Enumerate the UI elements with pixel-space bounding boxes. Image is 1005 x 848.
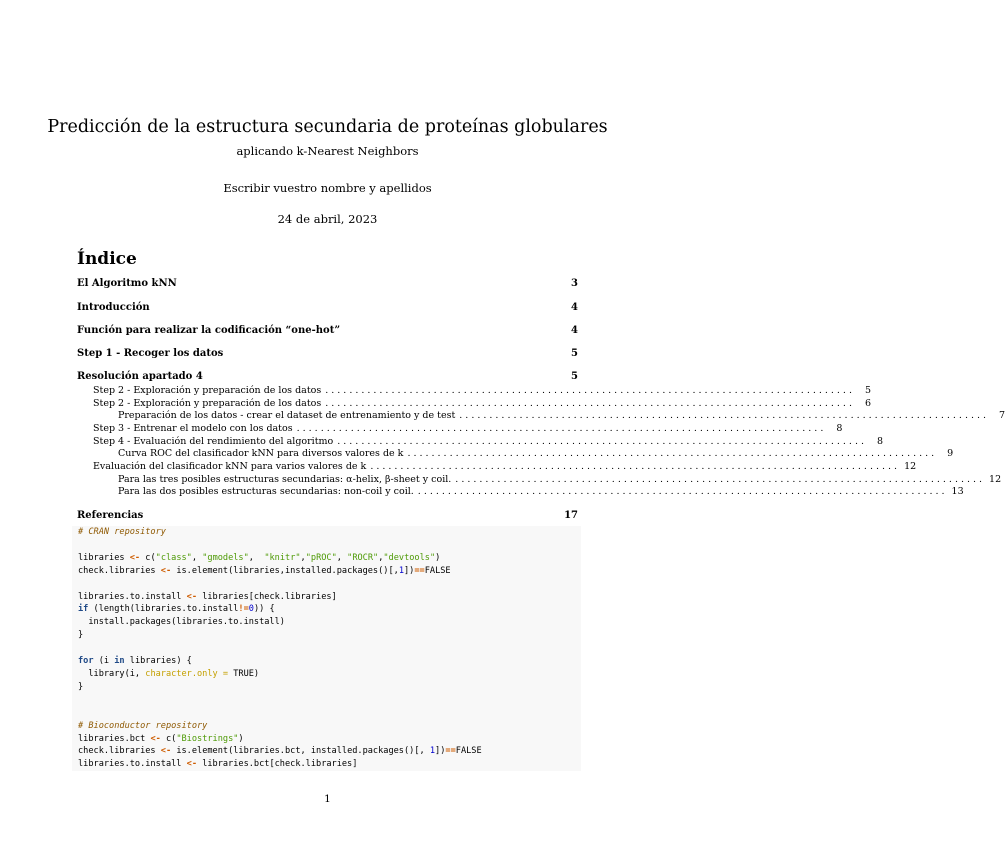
toc-entry-page: 5 — [571, 371, 578, 382]
toc-leader-dots: ........................................................................................ — [337, 436, 867, 447]
code-string: "gmodels" — [202, 552, 249, 563]
toc-entry-label: Referencias — [77, 510, 144, 521]
toc-entry-label: Preparación de los datos - crear el dataset de entrenamiento y de test — [118, 410, 456, 421]
code-block — [72, 526, 581, 771]
toc-entry-label: Para las dos posibles estructuras secundarias: non-coil y coil. — [118, 486, 414, 497]
toc-entry-label: Curva ROC del clasificador kNN para diversos valores de k — [118, 448, 404, 459]
code-text: # CRAN repository libraries <- c("class", "gmodels", "knitr","pROC", "ROCR","devtools") check.libraries <- is.element(libraries,installed.packages()[,1])==FALSE libraries.to.install <- libraries[check.libraries] if (length(libraries.to.install!=0)) { install.packages(libraries.to.install) } for (i in libraries) { library(i, character.only = TRUE) } # Bioconductor repository libraries.bct <- c("Biostrings") check.libraries <- is.element(libraries.bct, installed.packages()[, 1])==FALSE libraries.to.install <- libraries.bct[check.libraries] — [78, 527, 482, 770]
toc-entry[interactable] — [93, 385, 871, 398]
toc-entry-page: 9 — [947, 448, 954, 459]
toc-leader-dots: ........................................................................................ — [370, 461, 901, 472]
toc-entry-label: Función para realizar la codificación “one-hot” — [77, 325, 341, 336]
toc-entry[interactable] — [77, 278, 578, 291]
code-string: "class" — [155, 552, 192, 563]
toc-entry-label: Introducción — [77, 302, 150, 313]
toc-entry[interactable] — [93, 423, 843, 436]
toc-leader-dots: ........................................................................................ — [407, 448, 938, 459]
toc-heading: Índice — [77, 249, 137, 269]
toc-entry-label: Step 2 - Exploración y preparación de los datos — [93, 385, 322, 396]
toc-entry[interactable] — [118, 486, 964, 499]
toc-entry-label: Step 4 - Evaluación del rendimiento del algoritmo — [93, 436, 334, 447]
toc-entry-page: 12 — [904, 461, 917, 472]
toc-entry-label: Resolución apartado 4 — [77, 371, 203, 382]
toc-leader-dots: ........................................................................................ — [296, 423, 827, 434]
toc-entry[interactable] — [77, 510, 578, 523]
paper-subtitle: aplicando k-Nearest Neighbors — [236, 144, 419, 158]
toc-leader-dots: ........................................................................................ — [325, 398, 855, 409]
code-string: "knitr" — [264, 552, 301, 563]
toc-leader-dots: ........................................................................................ — [417, 486, 948, 497]
toc-entry-label: Step 2 - Exploración y preparación de los datos — [93, 398, 322, 409]
paper-title: Predicción de la estructura secundaria de proteínas globulares — [47, 117, 608, 137]
toc-entry-label: Para las tres posibles estructuras secundarias: α-helix, β-sheet y coil. — [118, 474, 452, 485]
page-number: 1 — [324, 793, 331, 805]
toc-entry-label: Evaluación del clasificador kNN para varios valores de k — [93, 461, 367, 472]
toc-entry-page: 13 — [951, 486, 964, 497]
toc-entry-label: El Algoritmo kNN — [77, 278, 177, 289]
toc-entry-page: 4 — [571, 325, 578, 336]
toc-entry-page: 5 — [864, 385, 871, 396]
toc-entry[interactable] — [77, 325, 578, 338]
date-line: 24 de abril, 2023 — [277, 212, 378, 226]
code-comment: # Bioconductor repository — [78, 720, 208, 731]
toc-entry-page: 3 — [571, 278, 578, 289]
code-string: "ROCR" — [347, 552, 379, 563]
code-comment: # CRAN repository — [78, 527, 166, 537]
toc-entry[interactable] — [118, 448, 954, 461]
toc-entry-page: 8 — [836, 423, 843, 434]
code-string: "devtools" — [383, 552, 436, 563]
code-string: "pROC" — [305, 552, 337, 563]
toc-entry[interactable] — [118, 410, 1005, 423]
toc-entry-page: 17 — [564, 510, 578, 521]
toc-entry-page: 8 — [876, 436, 883, 447]
toc-entry-page: 6 — [864, 398, 871, 409]
code-string: "Biostrings" — [176, 733, 239, 744]
toc-entry-page: 5 — [571, 348, 578, 359]
toc-entry[interactable] — [77, 302, 578, 315]
toc-entry-page: 7 — [998, 410, 1005, 421]
toc-leader-dots: ........................................................................................ — [455, 474, 986, 485]
toc-entry-page: 4 — [571, 302, 578, 313]
toc-leader-dots: ........................................................................................ — [459, 410, 990, 421]
toc-leader-dots: ........................................................................................ — [325, 385, 855, 396]
toc-entry-page: 12 — [989, 474, 1002, 485]
author-line: Escribir vuestro nombre y apellidos — [223, 181, 432, 195]
toc-entry[interactable] — [77, 348, 578, 361]
toc-entry-label: Step 1 - Recoger los datos — [77, 348, 224, 359]
toc-entry[interactable] — [93, 461, 917, 474]
toc-entry[interactable] — [77, 371, 578, 384]
toc-entry-label: Step 3 - Entrenar el modelo con los datos — [93, 423, 293, 434]
